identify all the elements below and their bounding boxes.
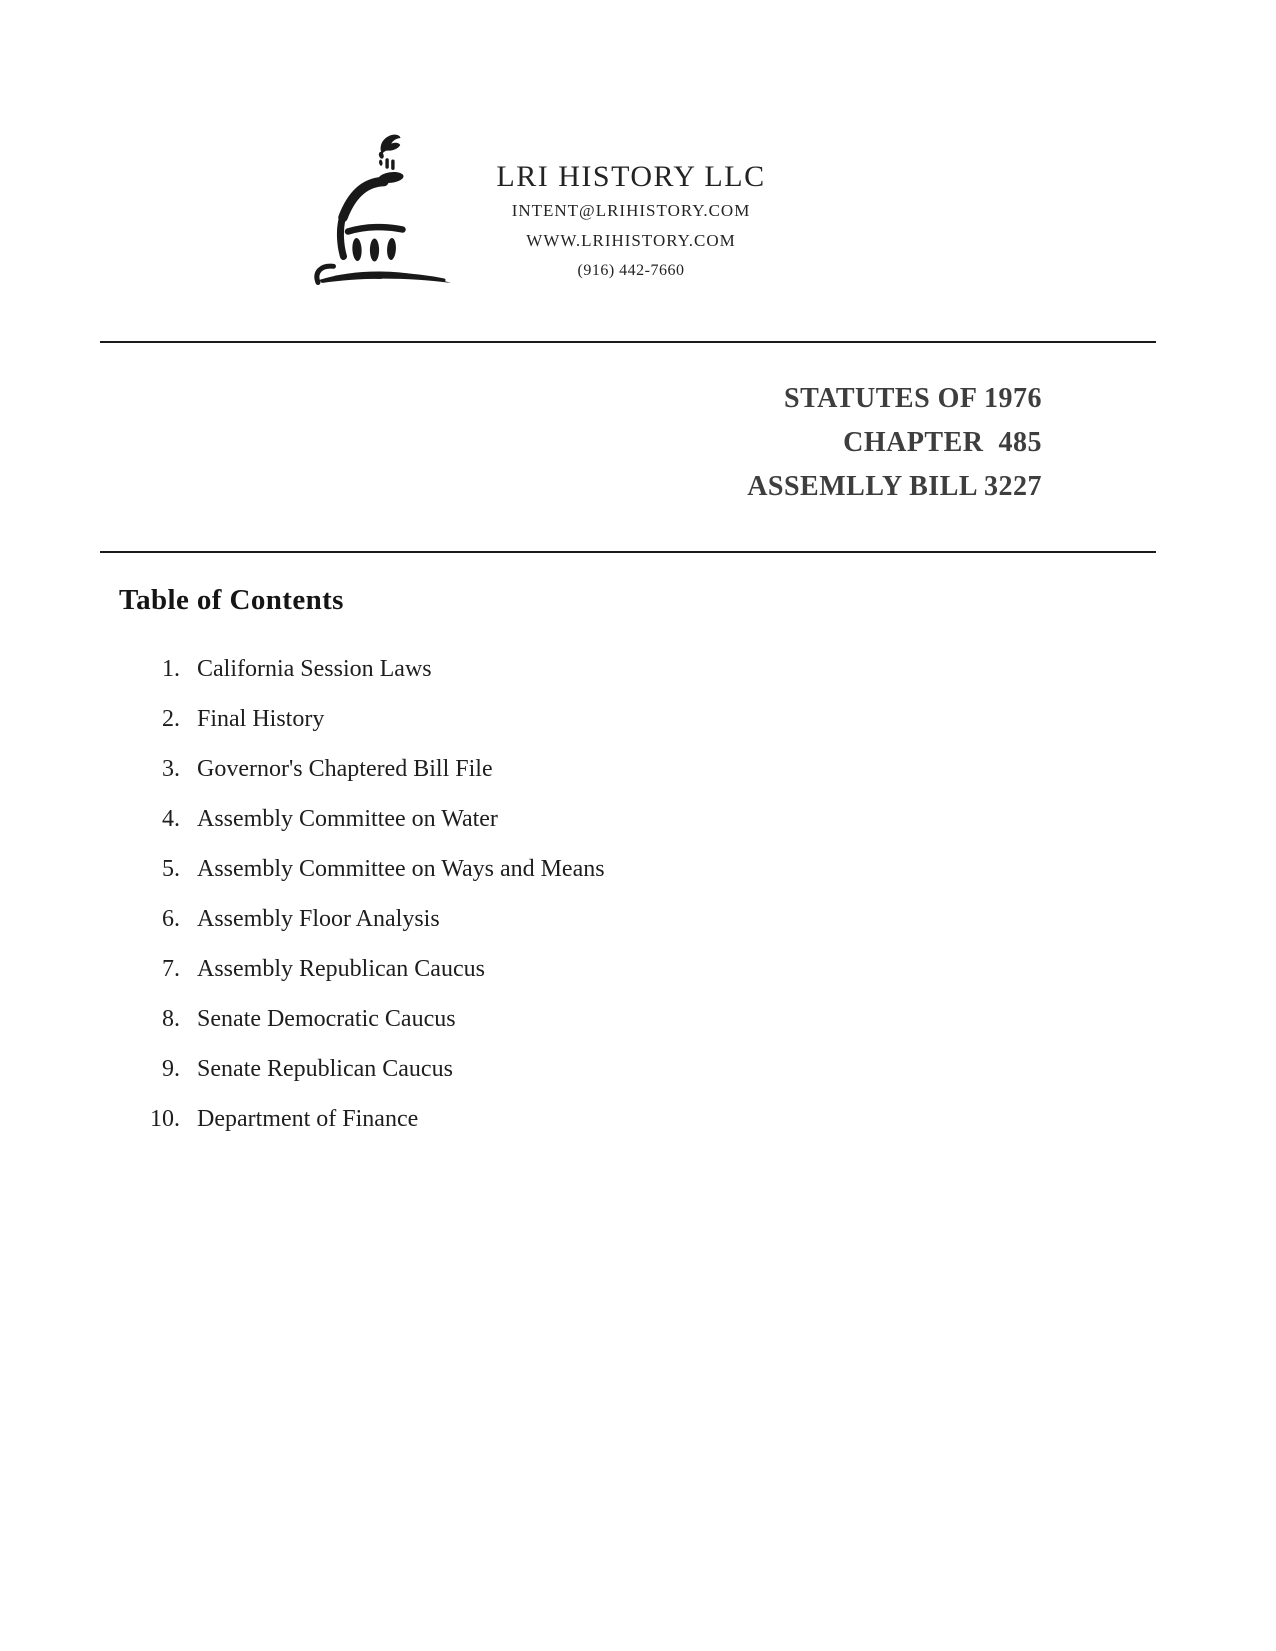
toc-item-label: Assembly Floor Analysis [197,906,440,932]
toc-item-number: 7. [162,956,180,982]
toc-item-label: California Session Laws [197,656,432,682]
toc-item [0,844,1276,894]
capitol-dome-logo-drawing [292,126,474,292]
toc-item [0,694,1276,744]
toc-item [0,1044,1276,1094]
toc-item-number: 8. [162,1006,180,1032]
toc-item-number: 5. [162,856,180,882]
toc-item-number: 4. [162,806,180,832]
toc-item-label: Assembly Committee on Ways and Means [197,856,605,882]
toc-item [0,994,1276,1044]
toc-item-label: Department of Finance [197,1106,419,1132]
toc-item [0,894,1276,944]
toc-item [0,744,1276,794]
header-contact-block [451,158,811,285]
bill-line: ASSEMLLY BILL 3227 [747,471,1042,502]
toc-item-number: 1. [162,656,180,682]
toc-item-label: Senate Democratic Caucus [197,1006,456,1032]
toc-item-number: 3. [162,756,180,782]
company-name: LRI HISTORY LLC [496,160,766,193]
statute-reference-block [542,377,1042,509]
toc-item-number: 2. [162,706,180,732]
toc-item [0,794,1276,844]
toc-item [0,944,1276,994]
toc-item-label: Governor's Chaptered Bill File [197,756,493,782]
toc-item [0,1094,1276,1144]
company-email: INTENT@LRIHISTORY.COM [511,201,751,220]
toc-item [0,644,1276,694]
toc-item-label: Final History [197,706,325,732]
toc-item-number: 9. [162,1056,180,1082]
statutes-line: STATUTES OF 1976 [784,383,1042,414]
toc-heading: Table of Contents [119,584,344,616]
toc-item-number: 6. [162,906,180,932]
capitol-dome-logo [292,126,474,292]
horizontal-rule-top [100,341,1156,343]
toc-item-label: Assembly Republican Caucus [197,956,485,982]
company-phone: (916) 442-7660 [577,262,685,279]
company-website: WWW.LRIHISTORY.COM [526,231,736,250]
toc-item-number: 10. [150,1106,180,1132]
chapter-line: CHAPTER 485 [843,427,1042,458]
horizontal-rule-bottom [100,551,1156,553]
toc-item-label: Senate Republican Caucus [197,1056,453,1082]
toc-list [0,644,1276,1144]
toc-item-label: Assembly Committee on Water [197,806,498,832]
